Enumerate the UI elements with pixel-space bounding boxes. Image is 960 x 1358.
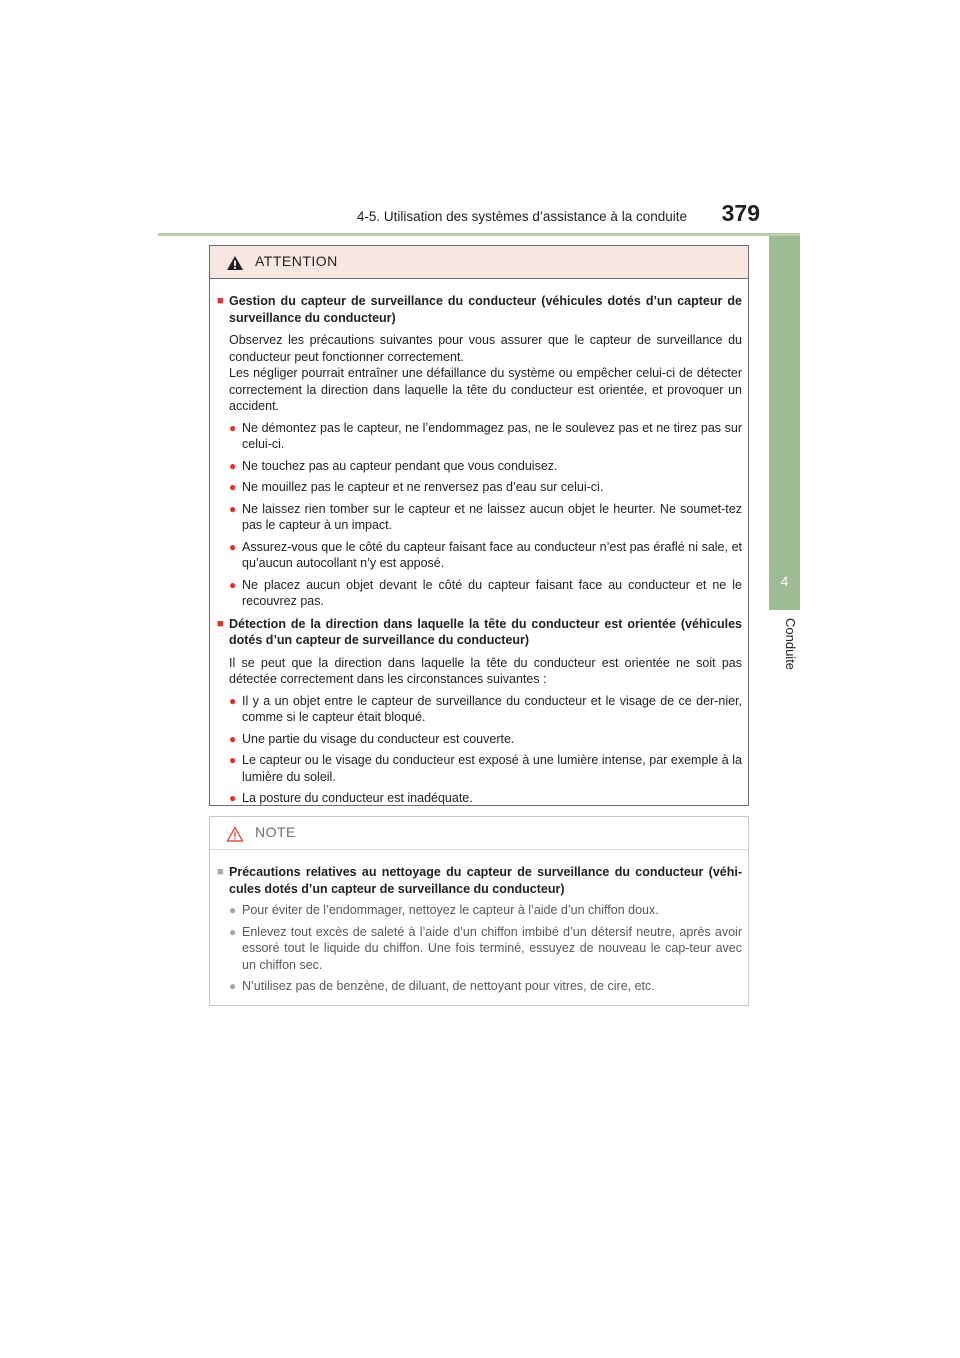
- list-item: [229, 693, 742, 726]
- list-item: [229, 731, 742, 748]
- note-title: NOTE: [255, 824, 296, 840]
- circle-bullet-icon: ●: [229, 577, 237, 592]
- circle-bullet-icon: ●: [229, 791, 237, 805]
- list-item: [229, 420, 742, 453]
- section-heading-text: Précautions relatives au nettoyage du capteur de surveillance du conducteur (véhi-cules dotés d’un capteur de surveillance du conducteur): [229, 865, 742, 896]
- page-number: 379: [721, 200, 760, 226]
- section-heading-text: Gestion du capteur de surveillance du conducteur (véhicules dotés d’un capteur de surveillance du conducteur): [229, 294, 742, 325]
- list-item: [229, 752, 742, 785]
- list-item-text: N’utilisez pas de benzène, de diluant, de nettoyant pour vitres, de cire, etc.: [242, 979, 655, 993]
- attention-box: [209, 245, 749, 806]
- circle-bullet-icon: ●: [229, 753, 237, 767]
- circle-bullet-icon: ●: [229, 480, 237, 494]
- list-item: [229, 458, 742, 475]
- attention-body: [210, 279, 748, 807]
- list-item-text: Le capteur ou le visage du conducteur est exposé à une lumière intense, par exemple à la lumière du soleil.: [242, 753, 742, 784]
- warning-triangle-icon: [226, 826, 244, 842]
- section-heading-text: Détection de la direction dans laquelle la tête du conducteur est orientée (véhicules dotés d’un capteur de surveillance du conducteur): [229, 616, 742, 647]
- square-bullet-icon: ■: [217, 617, 224, 630]
- list-item-text: Enlevez tout excès de saleté à l’aide d’un chiffon imbibé d’un détersif neutre, après avoir essoré tout le liquide du chiffon. Une fois terminé, essuyez de nouveau le cap-teur avec un chiffon sec.: [242, 924, 742, 972]
- circle-bullet-icon: ●: [229, 539, 237, 554]
- chapter-tab: [769, 236, 800, 610]
- circle-bullet-icon: ●: [229, 501, 237, 516]
- attention-title: ATTENTION: [255, 253, 338, 269]
- section-heading: [217, 864, 742, 897]
- list-item-text: Pour éviter de l’endommager, nettoyez le capteur à l’aide d’un chiffon doux.: [242, 903, 659, 917]
- list-item-text: Ne placez aucun objet devant le côté du capteur faisant face au conducteur et ne le recouvrez pas.: [242, 577, 742, 608]
- note-body: [210, 850, 748, 995]
- list-item: [229, 539, 742, 572]
- list-item: [229, 902, 742, 919]
- attention-header: [210, 246, 748, 279]
- note-header: [210, 817, 748, 850]
- list-item-text: Ne laissez rien tomber sur le capteur et ne laissez aucun objet le heurter. Ne soumet-tez pas le capteur à un impact.: [242, 501, 742, 532]
- list-item-text: Ne démontez pas le capteur, ne l’endommagez pas, ne le soulevez pas et ne tirez pas sur celui-ci.: [242, 420, 742, 451]
- paragraph: Les négliger pourrait entraîner une défaillance du système ou empêcher celui-ci de détecter correctement la direction dans laquelle la tête du conducteur est orientée, et provoquer un accident.: [229, 366, 742, 413]
- circle-bullet-icon: ●: [229, 924, 237, 939]
- list-item: [229, 924, 742, 974]
- list-item-text: Ne mouillez pas le capteur et ne renversez pas d’eau sur celui-ci.: [242, 480, 604, 494]
- circle-bullet-icon: ●: [229, 903, 237, 917]
- circle-bullet-icon: ●: [229, 979, 237, 993]
- circle-bullet-icon: ●: [229, 693, 237, 708]
- circle-bullet-icon: ●: [229, 420, 237, 435]
- section-heading: [217, 293, 742, 326]
- warning-triangle-icon: [226, 255, 244, 271]
- list-item-text: Il y a un objet entre le capteur de surveillance du conducteur et le visage de ce der-nier, comme si le capteur était bloqué.: [242, 693, 742, 724]
- circle-bullet-icon: ●: [229, 731, 237, 746]
- list-item-text: Une partie du visage du conducteur est couverte.: [242, 731, 515, 746]
- list-item: [229, 577, 742, 610]
- list-item-text: La posture du conducteur est inadéquate.: [242, 791, 473, 805]
- chapter-tab-label: Conduite: [783, 618, 798, 671]
- list-item: [229, 978, 742, 995]
- running-header: 4-5. Utilisation des systèmes d’assistance à la conduite: [356, 209, 687, 224]
- list-item: [229, 790, 742, 807]
- list-item-text: Assurez-vous que le côté du capteur faisant face au conducteur n’est pas éraflé ni sale, et qu’aucun autocollant n’y est apposé.: [242, 539, 742, 570]
- list-item-text: Ne touchez pas au capteur pendant que vous conduisez.: [242, 458, 558, 473]
- list-item: [229, 501, 742, 534]
- paragraph: Observez les précautions suivantes pour vous assurer que le capteur de surveillance du conducteur peut fonctionner correctement.: [229, 333, 742, 364]
- paragraph: Il se peut que la direction dans laquelle la tête du conducteur est orientée ne soit pas détectée correctement dans les circonstances suivantes :: [229, 655, 742, 686]
- header-rule: [158, 233, 800, 236]
- chapter-tab-number: 4: [780, 573, 789, 589]
- square-bullet-icon: ■: [217, 295, 224, 307]
- section-heading: [217, 616, 742, 649]
- circle-bullet-icon: ●: [229, 458, 237, 473]
- square-bullet-icon: ■: [217, 866, 224, 878]
- note-box: [209, 816, 749, 1006]
- list-item: [229, 479, 742, 496]
